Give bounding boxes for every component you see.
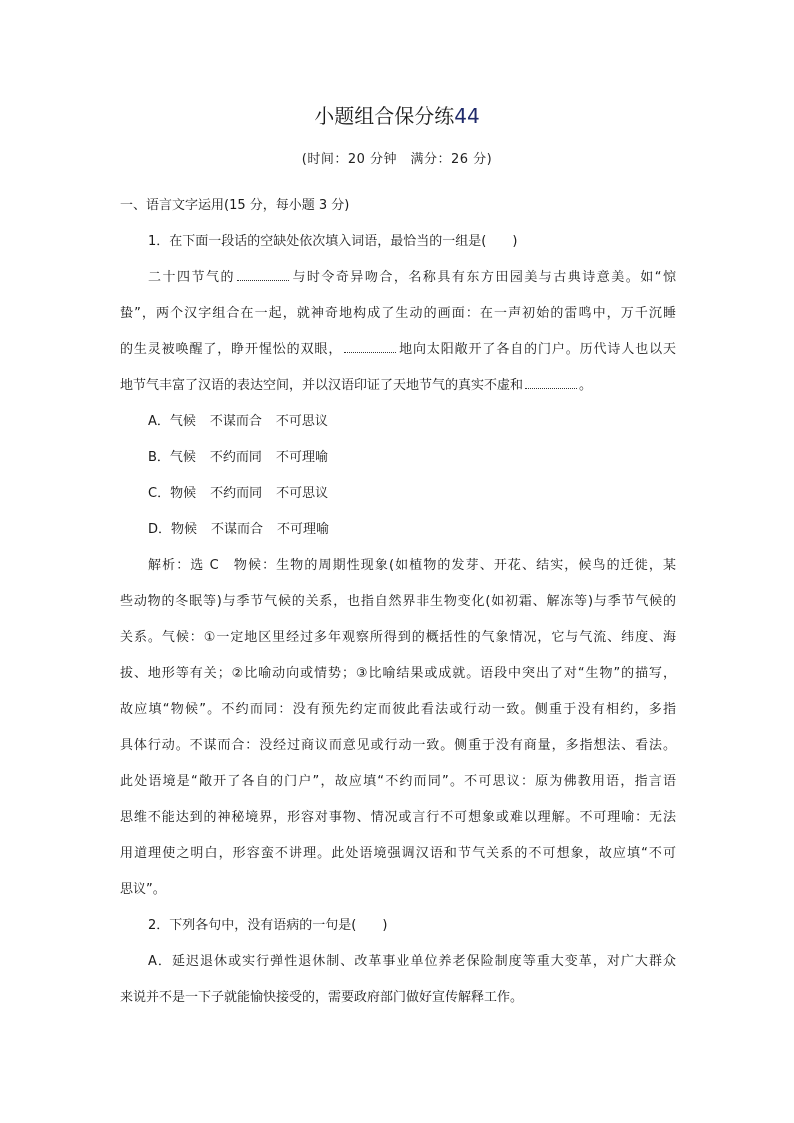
question-1-stem: 1．在下面一段话的空缺处依次填入词语，最恰当的一组是( ) [148, 234, 518, 249]
option-label: C．物候 [148, 486, 197, 501]
option-word: 不约而同 [210, 486, 263, 501]
analysis-line: 此处语境是“敞开了各自的门户”，故应填“不约而同”。不可思议：原为佛教用语，指言语 [120, 774, 676, 789]
option-word: 不可理喻 [275, 450, 328, 465]
analysis-line: 故应填“物候”。不约而同：没有预先约定而彼此看法或行动一致。侧重于没有相约，多指 [120, 702, 676, 717]
question-2-option-a-line: A．延迟退休或实行弹性退休制、改革事业单位养老保险制度等重大变革，对广大群众 [148, 954, 676, 969]
analysis-line: 关系。气候：①一定地区里经过多年观察所得到的概括性的气象情况，它与气流、纬度、海 [120, 630, 676, 645]
option-label: B．气候 [148, 450, 196, 465]
option-word: 不可理喻 [277, 522, 330, 537]
analysis-line: 思维不能达到的神秘境界，形容对事物、情况或言行不可想象或难以理解。不可理喻：无法 [120, 810, 676, 825]
time-score-info: (时间：20 分钟 满分：26 分) [301, 152, 493, 167]
analysis-line: 些动物的冬眠等)与季节气候的关系，也指自然界非生物变化(如初霜、解冻等)与季节气候的 [120, 594, 676, 609]
question-2-option-a-line: 来说并不是一下子就能愉快接受的，需要政府部门做好宣传解释工作。 [120, 990, 524, 1005]
analysis-line: 思议”。 [120, 882, 166, 897]
passage-text: 二十四节气的 [148, 270, 235, 285]
fill-blank-3 [525, 374, 577, 389]
section-heading: 一、语言文字运用(15 分，每小题 3 分) [120, 198, 350, 213]
passage-text: 地向太阳敞开了各自的门户。历代诗人也以天 [398, 342, 676, 357]
option-word: 不可思议 [276, 486, 329, 501]
analysis-line: 解析：选 C 物候：生物的周期性现象(如植物的发芽、开花、结实，候鸟的迁徙，某 [148, 558, 676, 573]
page-title [0, 102, 794, 130]
question-2-stem: 2．下列各句中，没有语病的一句是( ) [148, 918, 388, 933]
passage-text: 地节气丰富了汉语的表达空间，并以汉语印证了天地节气的真实不虚和 [120, 378, 524, 393]
option-label: A．气候 [148, 414, 196, 429]
passage-line [120, 368, 676, 404]
passage-line [120, 296, 676, 332]
passage-line [120, 332, 676, 368]
option-word: 不可思议 [275, 414, 328, 429]
option-b [120, 440, 676, 476]
fill-blank-1 [237, 266, 289, 281]
fill-blank-2 [344, 338, 396, 353]
title-number: 44 [454, 104, 480, 128]
option-a [120, 404, 676, 440]
passage-text: 与时令奇异吻合，名称具有东方田园美与古典诗意美。如“惊 [290, 270, 676, 285]
title-text: 小题组合保分练 [314, 104, 455, 128]
passage-text: 蛰”，两个汉字组合在一起，就神奇地构成了生动的画面：在一声初始的雷鸣中，万千沉睡 [120, 306, 676, 321]
option-c [120, 476, 676, 512]
option-label: D．物候 [148, 522, 198, 537]
passage-text: 的生灵被唤醒了，睁开惺忪的双眼， [120, 342, 343, 357]
analysis-line: 用道理使之明白，形容蛮不讲理。此处语境强调汉语和节气关系的不可想象，故应填“不可 [120, 846, 676, 861]
passage-line [120, 260, 676, 296]
analysis-line: 拔、地形等有关；②比喻动向或情势；③比喻结果或成就。语段中突出了对“生物”的描写， [120, 666, 676, 681]
option-d [120, 512, 676, 548]
analysis-line: 具体行动。不谋而合：没经过商议而意见或行动一致。侧重于没有商量，多指想法、看法。 [120, 738, 676, 753]
document-body [120, 188, 676, 1016]
option-word: 不谋而合 [211, 522, 264, 537]
option-word: 不约而同 [209, 450, 262, 465]
option-word: 不谋而合 [209, 414, 262, 429]
passage-text: 。 [579, 378, 593, 393]
